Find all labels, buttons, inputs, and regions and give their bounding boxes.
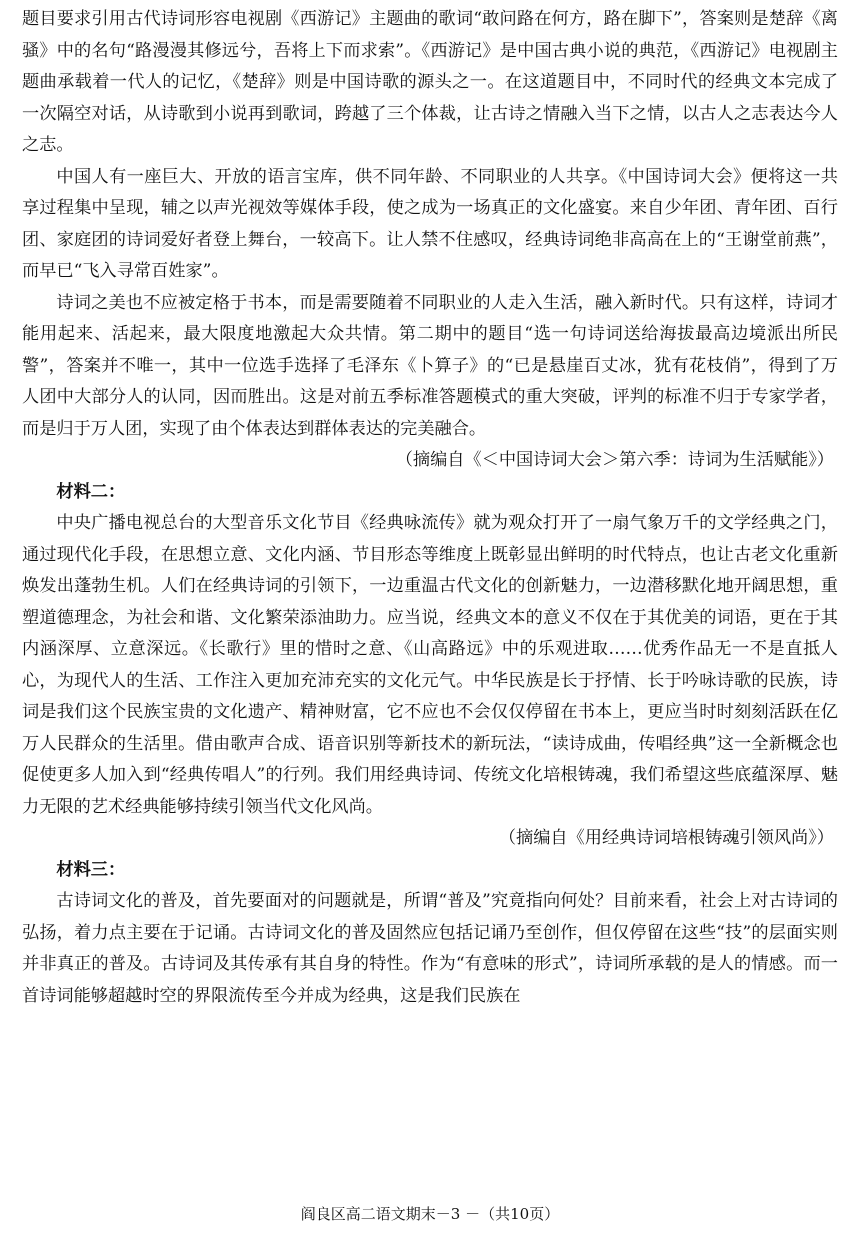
paragraph-3: 诗词之美也不应被定格于书本，而是需要随着不同职业的人走入生活，融入新时代。只有这样，诗词才能用起来、活起来，最大限度地激起大众共情。第二期中的题目“选一句诗词送给海拔最高边境派出所民警”，答案并不唯一，其中一位选手选择了毛泽东《卜算子》的“已是悬崖百丈冰，犹有花枝俏”，得到了万人团中大部分人的认同，因而胜出。这是对前五季标准答题模式的重大突破，评判的标准不归于专家学者，而是归于万人团，实现了由个体表达到群体表达的完美融合。 [22,292,838,439]
source-citation-1: （摘编自《＜中国诗词大会＞第六季：诗词为生活赋能》） [395,450,834,470]
page-footer: 阎良区高二语文期末－3 －（共10页） [300,1205,560,1223]
paragraph-5: 古诗词文化的普及，首先要面对的问题就是，所谓“普及”究竟指向何处？目前来看，社会上对古诗词的弘扬，着力点主要在于记诵。古诗词文化的普及固然应包括记诵乃至创作，但仅停留在这些“技”的层面实则并非真正的普及。古诗词及其传承有其自身的特性。作为“有意味的形式”，诗词所承载的是人的情感。而一首诗词能够超越时空的界限流传至今并成为经典，这是我们民族在 [22,891,838,1006]
paragraph-4: 中央广播电视总台的大型音乐文化节目《经典咏流传》就为观众打开了一扇气象万千的文学经典之门，通过现代化手段，在思想立意、文化内涵、节目形态等维度上既彰显出鲜明的时代特点，也让古老文化重新焕发出蓬勃生机。人们在经典诗词的引领下，一边重温古代文化的创新魅力，一边潜移默化地开阔思想，重塑道德理念，为社会和谐、文化繁荣添油助力。应当说，经典文本的意义不仅在于其优美的词语，更在于其内涵深厚、立意深远。《长歌行》里的惜时之意、《山高路远》中的乐观进取……优秀作品无一不是直抵人心，为现代人的生活、工作注入更加充沛充实的文化元气。中华民族是长于抒情、长于吟咏诗歌的民族，诗词是我们这个民族宝贵的文化遗产、精神财富，它不应也不会仅仅停留在书本上，更应当时时刻刻活跃在亿万人民群众的生活里。借由歌声合成、语音识别等新技术的新玩法，“读诗成曲，传唱经典”这一全新概念也促使更多人加入到“经典传唱人”的行列。我们用经典诗词、传统文化培根铸魂，我们希望这些底蕴深厚、魅力无限的艺术经典能够持续引领当代文化风尚。 [22,513,838,817]
paragraph-1: 题目要求引用古代诗词形容电视剧《西游记》主题曲的歌词“敢问路在何方，路在脚下”，答案则是楚辞《离骚》中的名句“路漫漫其修远兮，吾将上下而求索”。《西游记》是中国古典小说的典范，《西游记》电视剧主题曲承载着一代人的记忆，《楚辞》则是中国诗歌的源头之一。在这道题目中，不同时代的经典文本完成了一次隔空对话，从诗歌到小说再到歌词，跨越了三个体裁，让古诗之情融入当下之情，以古人之志表达今人之志。 [22,9,838,155]
section-heading-material-2: 材料二： [56,481,126,502]
section-heading-material-3: 材料三： [56,859,126,880]
paragraph-2: 中国人有一座巨大、开放的语言宝库，供不同年龄、不同职业的人共享。《中国诗词大会》便将这一共享过程集中呈现，辅之以声光视效等媒体手段，使之成为一场真正的文化盛宴。来自少年团、青年团、百行团、家庭团的诗词爱好者登上舞台，一较高下。让人禁不住感叹，经典诗词绝非高高在上的“王谢堂前燕”，而早已“飞入寻常百姓家”。 [22,166,838,281]
source-citation-2: （摘编自《用经典诗词培根铸魂引领风尚》） [498,828,834,848]
